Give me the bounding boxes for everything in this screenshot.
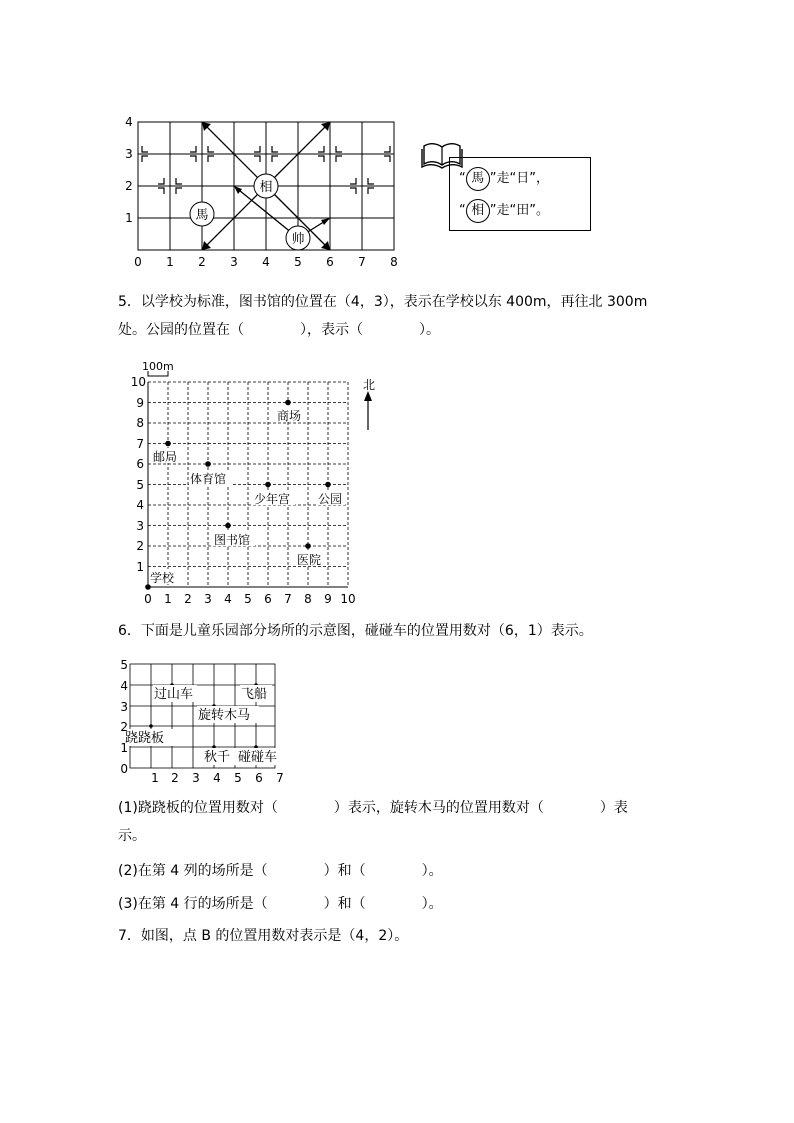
map-y-tick: 10 — [130, 375, 146, 389]
amusement-park-figure — [116, 656, 296, 786]
park-x-tick: 1 — [151, 771, 159, 785]
map-y-tick: 1 — [136, 560, 144, 574]
map-x-tick: 6 — [264, 592, 272, 606]
map-x-tick: 2 — [184, 592, 192, 606]
park-x-tick: 4 — [213, 771, 221, 785]
q6-sub3: (3)在第 4 行的场所是（ ）和（ ）。 — [118, 896, 443, 912]
map-y-tick: 8 — [136, 416, 144, 430]
map-y-tick: 6 — [136, 457, 144, 471]
chess-x-tick: 4 — [262, 255, 270, 269]
chess-y-tick: 3 — [125, 147, 133, 161]
map-x-tick: 9 — [324, 592, 332, 606]
place-library: 图书馆 — [214, 533, 251, 547]
map-x-tick: 8 — [304, 592, 312, 606]
chessboard-figure — [118, 110, 418, 270]
q5-line1: 5．以学校为标准，图书馆的位置在（4，3），表示在学校以东 400m，再往北 300m — [118, 294, 648, 310]
place-school: 学校 — [150, 571, 175, 585]
piece-xiang-badge: 相 — [466, 199, 490, 223]
q5-line2: 处。公园的位置在（ ），表示（ ）。 — [118, 322, 440, 338]
chess-x-tick: 1 — [166, 255, 174, 269]
place-hospital: 医院 — [297, 553, 322, 567]
chess-x-tick: 5 — [294, 255, 302, 269]
park-seesaw: 跷跷板 — [125, 731, 165, 746]
q7-text: 7．如图，点 B 的位置用数对表示是（4，2）。 — [118, 928, 409, 944]
chess-x-tick: 7 — [358, 255, 366, 269]
map-y-tick: 3 — [136, 519, 144, 533]
rule-note-line2 — [459, 199, 549, 223]
chess-x-tick: 6 — [326, 255, 334, 269]
park-y-tick: 1 — [120, 741, 128, 755]
map-y-tick: 2 — [136, 539, 144, 553]
map-x-tick: 7 — [284, 592, 292, 606]
park-y-tick: 3 — [120, 700, 128, 714]
park-bumper-cars: 碰碰车 — [238, 750, 278, 765]
map-y-tick: 4 — [136, 498, 144, 512]
q6-intro: 6．下面是儿童乐园部分场所的示意图，碰碰车的位置用数对（6，1）表示。 — [118, 623, 593, 639]
rule-note-line1 — [459, 167, 549, 191]
rule-xiang-text: 走“田”。 — [496, 203, 549, 218]
rule-ma-text: 走“日”， — [496, 171, 549, 186]
place-park: 公园 — [318, 492, 343, 506]
map-y-tick: 7 — [136, 437, 144, 451]
map-x-tick: 10 — [340, 592, 356, 606]
north-label: 北 — [363, 378, 376, 392]
park-carousel: 旋转木马 — [198, 708, 251, 723]
map-y-tick: 9 — [136, 396, 144, 410]
map-y-tick: 5 — [136, 478, 144, 492]
park-y-tick: 5 — [120, 658, 128, 672]
place-post-office: 邮局 — [153, 450, 178, 464]
piece-ma-badge: 馬 — [466, 167, 490, 191]
quote-open: “ — [459, 171, 466, 186]
piece-xiang: 相 — [259, 180, 273, 195]
scale-label: 100m — [142, 360, 174, 373]
chess-x-tick: 2 — [198, 255, 206, 269]
place-gymnasium: 体育馆 — [190, 472, 227, 486]
map-x-tick: 5 — [244, 592, 252, 606]
park-spaceship: 飞船 — [241, 687, 268, 702]
park-x-tick: 5 — [234, 771, 242, 785]
park-y-tick: 4 — [120, 679, 128, 693]
park-y-tick: 2 — [120, 720, 128, 734]
map-x-tick: 4 — [224, 592, 232, 606]
quote-close: ” — [489, 171, 497, 186]
park-roller-coaster: 过山车 — [154, 687, 194, 702]
place-mall: 商场 — [277, 409, 302, 423]
q6-sub1-line1: (1)跷跷板的位置用数对（ ）表示，旋转木马的位置用数对（ ）表 — [118, 800, 628, 816]
map-x-tick: 3 — [204, 592, 212, 606]
chess-y-tick: 2 — [125, 179, 133, 193]
map-grid-figure — [128, 355, 388, 610]
chess-x-tick: 0 — [134, 255, 142, 269]
chess-y-tick: 4 — [125, 115, 133, 129]
park-x-tick: 6 — [255, 771, 263, 785]
chess-y-tick: 1 — [125, 211, 133, 225]
chess-x-tick: 8 — [390, 255, 398, 269]
piece-shuai: 帅 — [291, 232, 305, 247]
chess-x-tick: 3 — [230, 255, 238, 269]
park-swing: 秋千 — [204, 750, 231, 765]
map-x-tick: 0 — [144, 592, 152, 606]
park-x-tick: 2 — [171, 771, 179, 785]
park-x-tick: 3 — [192, 771, 200, 785]
piece-ma: 馬 — [195, 208, 209, 223]
park-y-tick: 0 — [120, 762, 128, 776]
place-youth-palace: 少年宫 — [254, 492, 291, 506]
map-x-tick: 1 — [164, 592, 172, 606]
q6-sub2: (2)在第 4 列的场所是（ ）和（ ）。 — [118, 863, 443, 879]
quote-open: “ — [459, 203, 466, 218]
park-x-tick: 7 — [276, 771, 284, 785]
quote-close: ” — [489, 203, 497, 218]
q6-sub1-line2: 示。 — [118, 828, 146, 844]
